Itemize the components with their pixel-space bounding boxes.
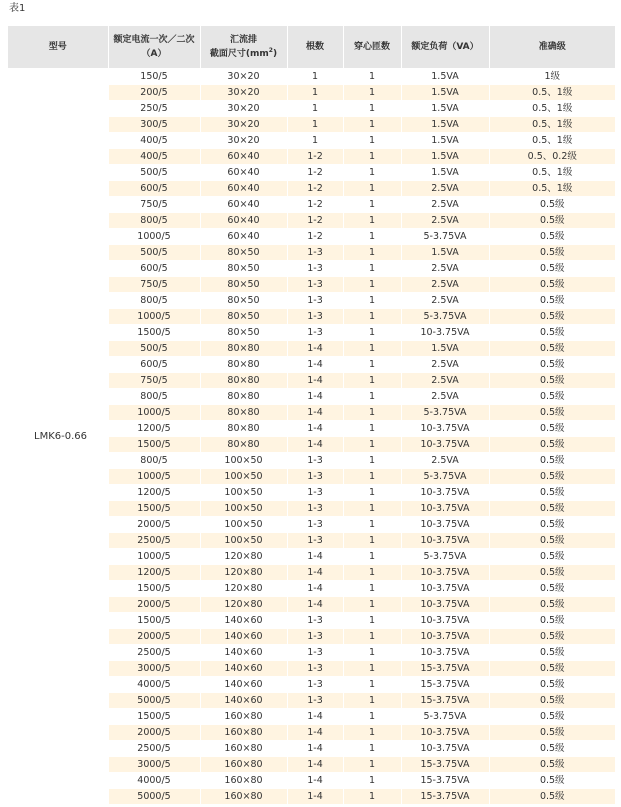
cell-accuracy: 0.5、0.2级 [489,149,615,165]
cell-current: 500/5 [108,165,200,181]
header-busbar [200,26,287,69]
cell-turns: 1 [343,581,401,597]
cell-busbar: 140×60 [200,693,287,709]
cell-current: 1200/5 [108,485,200,501]
cell-accuracy: 0.5级 [489,245,615,261]
cell-load: 15-3.75VA [401,661,489,677]
cell-accuracy: 0.5级 [489,309,615,325]
header-busbar-line2 [201,47,287,61]
cell-count: 1-4 [287,421,343,437]
cell-count: 1-3 [287,629,343,645]
cell-count: 1-4 [287,581,343,597]
cell-current: 400/5 [108,133,200,149]
cell-accuracy: 0.5级 [489,293,615,309]
cell-busbar: 140×60 [200,645,287,661]
cell-count: 1-4 [287,549,343,565]
cell-load: 10-3.75VA [401,597,489,613]
cell-count: 1-3 [287,293,343,309]
cell-count: 1-3 [287,661,343,677]
cell-current: 1500/5 [108,501,200,517]
header-busbar-unit-sup: 2 [268,47,273,54]
cell-busbar: 120×80 [200,581,287,597]
cell-busbar: 100×50 [200,501,287,517]
cell-current: 600/5 [108,357,200,373]
header-load: 额定负荷（VA） [401,26,489,69]
cell-load: 10-3.75VA [401,421,489,437]
cell-busbar: 100×50 [200,533,287,549]
cell-turns: 1 [343,213,401,229]
cell-current: 4000/5 [108,773,200,789]
cell-accuracy: 0.5级 [489,533,615,549]
cell-accuracy: 0.5级 [489,341,615,357]
cell-load: 2.5VA [401,197,489,213]
cell-current: 750/5 [108,373,200,389]
cell-turns: 1 [343,341,401,357]
cell-count: 1-2 [287,149,343,165]
cell-accuracy: 0.5级 [489,501,615,517]
header-current-line1: 额定电流一次／二次 [113,35,195,45]
cell-count: 1-3 [287,469,343,485]
cell-load: 15-3.75VA [401,693,489,709]
cell-busbar: 140×60 [200,629,287,645]
cell-busbar: 30×20 [200,117,287,133]
cell-accuracy: 0.5级 [489,229,615,245]
cell-current: 5000/5 [108,789,200,805]
cell-turns: 1 [343,613,401,629]
cell-load: 10-3.75VA [401,437,489,453]
cell-load: 1.5VA [401,149,489,165]
cell-accuracy: 0.5、1级 [489,133,615,149]
header-busbar-unit-post: ) [272,49,278,59]
cell-load: 5-3.75VA [401,709,489,725]
cell-accuracy: 0.5级 [489,421,615,437]
cell-load: 2.5VA [401,181,489,197]
cell-load: 10-3.75VA [401,501,489,517]
cell-busbar: 80×80 [200,389,287,405]
cell-current: 1000/5 [108,469,200,485]
cell-current: 600/5 [108,261,200,277]
cell-turns: 1 [343,309,401,325]
cell-turns: 1 [343,549,401,565]
cell-busbar: 60×40 [200,181,287,197]
cell-busbar: 160×80 [200,741,287,757]
cell-busbar: 60×40 [200,165,287,181]
cell-count: 1-3 [287,533,343,549]
cell-turns: 1 [343,277,401,293]
spec-table [8,26,615,804]
cell-accuracy: 0.5级 [489,213,615,229]
cell-current: 1500/5 [108,613,200,629]
cell-busbar: 80×80 [200,421,287,437]
cell-count: 1-4 [287,757,343,773]
cell-accuracy: 0.5、1级 [489,117,615,133]
cell-count: 1-4 [287,741,343,757]
cell-current: 2000/5 [108,597,200,613]
cell-accuracy: 0.5级 [489,261,615,277]
cell-busbar: 80×80 [200,373,287,389]
cell-accuracy: 0.5级 [489,373,615,389]
cell-accuracy: 0.5、1级 [489,181,615,197]
cell-current: 5000/5 [108,693,200,709]
cell-accuracy: 0.5级 [489,709,615,725]
cell-turns: 1 [343,661,401,677]
cell-load: 1.5VA [401,245,489,261]
cell-current: 800/5 [108,453,200,469]
cell-turns: 1 [343,197,401,213]
cell-load: 2.5VA [401,261,489,277]
cell-turns: 1 [343,741,401,757]
cell-busbar: 160×80 [200,725,287,741]
cell-turns: 1 [343,325,401,341]
cell-busbar: 120×80 [200,549,287,565]
cell-turns: 1 [343,453,401,469]
cell-load: 2.5VA [401,453,489,469]
cell-turns: 1 [343,101,401,117]
cell-busbar: 30×20 [200,101,287,117]
cell-busbar: 60×40 [200,213,287,229]
cell-count: 1-4 [287,373,343,389]
cell-accuracy: 0.5级 [489,453,615,469]
cell-busbar: 80×50 [200,261,287,277]
cell-turns: 1 [343,181,401,197]
cell-turns: 1 [343,69,401,85]
cell-turns: 1 [343,517,401,533]
cell-busbar: 60×40 [200,229,287,245]
cell-busbar: 80×50 [200,245,287,261]
cell-load: 2.5VA [401,389,489,405]
cell-accuracy: 0.5、1级 [489,165,615,181]
cell-load: 1.5VA [401,133,489,149]
header-turns: 穿心匝数 [343,26,401,69]
cell-busbar: 120×80 [200,597,287,613]
cell-load: 1.5VA [401,69,489,85]
cell-current: 400/5 [108,149,200,165]
cell-load: 2.5VA [401,373,489,389]
cell-busbar: 80×50 [200,309,287,325]
cell-busbar: 80×80 [200,437,287,453]
cell-count: 1-2 [287,213,343,229]
cell-count: 1-3 [287,245,343,261]
cell-current: 1200/5 [108,421,200,437]
cell-accuracy: 0.5级 [489,629,615,645]
cell-current: 1500/5 [108,581,200,597]
cell-current: 2000/5 [108,517,200,533]
cell-turns: 1 [343,293,401,309]
cell-current: 600/5 [108,181,200,197]
cell-accuracy: 0.5级 [489,613,615,629]
header-busbar-line1: 汇流排 [229,35,257,45]
cell-accuracy: 0.5级 [489,661,615,677]
cell-count: 1-3 [287,693,343,709]
cell-busbar: 100×50 [200,517,287,533]
header-current [108,26,200,69]
cell-turns: 1 [343,501,401,517]
cell-accuracy: 0.5级 [489,581,615,597]
cell-load: 15-3.75VA [401,789,489,805]
cell-busbar: 30×20 [200,85,287,101]
cell-count: 1 [287,69,343,85]
header-accuracy: 准确级 [489,26,615,69]
cell-accuracy: 0.5级 [489,485,615,501]
cell-count: 1-2 [287,229,343,245]
cell-count: 1-3 [287,277,343,293]
cell-count: 1-4 [287,389,343,405]
cell-turns: 1 [343,133,401,149]
cell-turns: 1 [343,373,401,389]
cell-load: 2.5VA [401,293,489,309]
cell-current: 200/5 [108,85,200,101]
cell-turns: 1 [343,261,401,277]
cell-current: 800/5 [108,293,200,309]
cell-current: 500/5 [108,245,200,261]
cell-accuracy: 0.5级 [489,277,615,293]
cell-load: 5-3.75VA [401,229,489,245]
cell-current: 800/5 [108,213,200,229]
cell-current: 1000/5 [108,405,200,421]
cell-load: 5-3.75VA [401,309,489,325]
cell-current: 750/5 [108,277,200,293]
cell-load: 1.5VA [401,85,489,101]
cell-turns: 1 [343,117,401,133]
cell-count: 1 [287,101,343,117]
cell-turns: 1 [343,789,401,805]
cell-count: 1-3 [287,677,343,693]
cell-turns: 1 [343,677,401,693]
cell-accuracy: 0.5级 [489,741,615,757]
cell-busbar: 160×80 [200,773,287,789]
cell-turns: 1 [343,437,401,453]
cell-count: 1-4 [287,773,343,789]
cell-count: 1-4 [287,565,343,581]
cell-busbar: 80×50 [200,325,287,341]
cell-count: 1 [287,133,343,149]
cell-current: 300/5 [108,117,200,133]
cell-accuracy: 0.5级 [489,725,615,741]
header-count: 根数 [287,26,343,69]
cell-accuracy: 0.5级 [489,325,615,341]
cell-accuracy: 0.5、1级 [489,101,615,117]
cell-load: 10-3.75VA [401,629,489,645]
cell-busbar: 60×40 [200,197,287,213]
header-current-line2: （A） [141,49,167,59]
table-caption: 表1 [9,3,26,14]
cell-load: 15-3.75VA [401,757,489,773]
cell-count: 1-4 [287,789,343,805]
cell-load: 2.5VA [401,213,489,229]
cell-load: 10-3.75VA [401,613,489,629]
cell-current: 150/5 [108,69,200,85]
cell-current: 250/5 [108,101,200,117]
cell-accuracy: 0.5级 [489,789,615,805]
cell-current: 3000/5 [108,757,200,773]
cell-count: 1-3 [287,325,343,341]
cell-busbar: 80×80 [200,357,287,373]
cell-turns: 1 [343,485,401,501]
cell-load: 10-3.75VA [401,533,489,549]
cell-current: 1500/5 [108,325,200,341]
cell-busbar: 60×40 [200,149,287,165]
cell-busbar: 140×60 [200,677,287,693]
cell-busbar: 100×50 [200,469,287,485]
cell-turns: 1 [343,709,401,725]
cell-count: 1-4 [287,709,343,725]
cell-accuracy: 0.5级 [489,773,615,789]
cell-busbar: 80×80 [200,341,287,357]
cell-load: 2.5VA [401,357,489,373]
cell-load: 10-3.75VA [401,517,489,533]
cell-accuracy: 0.5级 [489,405,615,421]
cell-load: 10-3.75VA [401,645,489,661]
cell-load: 10-3.75VA [401,725,489,741]
model-cell: LMK6-0.66 [8,69,108,805]
cell-turns: 1 [343,469,401,485]
cell-current: 1000/5 [108,309,200,325]
cell-count: 1-3 [287,613,343,629]
cell-load: 10-3.75VA [401,485,489,501]
cell-current: 1000/5 [108,229,200,245]
cell-accuracy: 0.5级 [489,437,615,453]
cell-accuracy: 0.5、1级 [489,85,615,101]
cell-count: 1 [287,117,343,133]
cell-accuracy: 1级 [489,69,615,85]
cell-load: 15-3.75VA [401,773,489,789]
cell-busbar: 100×50 [200,453,287,469]
cell-load: 1.5VA [401,165,489,181]
cell-count: 1-4 [287,341,343,357]
cell-accuracy: 0.5级 [489,389,615,405]
cell-turns: 1 [343,229,401,245]
cell-accuracy: 0.5级 [489,565,615,581]
header-model: 型号 [8,26,108,69]
cell-current: 750/5 [108,197,200,213]
cell-count: 1-3 [287,261,343,277]
cell-current: 2500/5 [108,741,200,757]
cell-current: 1500/5 [108,437,200,453]
cell-busbar: 140×60 [200,661,287,677]
cell-busbar: 140×60 [200,613,287,629]
cell-busbar: 80×50 [200,277,287,293]
cell-count: 1 [287,85,343,101]
cell-load: 10-3.75VA [401,581,489,597]
cell-accuracy: 0.5级 [489,597,615,613]
table-body [8,69,615,805]
cell-load: 15-3.75VA [401,677,489,693]
cell-count: 1-3 [287,309,343,325]
cell-busbar: 30×20 [200,133,287,149]
cell-load: 1.5VA [401,117,489,133]
cell-count: 1-4 [287,597,343,613]
cell-accuracy: 0.5级 [489,517,615,533]
cell-count: 1-3 [287,517,343,533]
cell-current: 1500/5 [108,709,200,725]
cell-load: 5-3.75VA [401,469,489,485]
cell-turns: 1 [343,389,401,405]
cell-load: 5-3.75VA [401,549,489,565]
cell-count: 1-4 [287,725,343,741]
cell-busbar: 120×80 [200,565,287,581]
cell-current: 800/5 [108,389,200,405]
cell-accuracy: 0.5级 [489,693,615,709]
cell-turns: 1 [343,165,401,181]
cell-turns: 1 [343,565,401,581]
cell-current: 2500/5 [108,645,200,661]
cell-current: 2000/5 [108,725,200,741]
cell-count: 1-4 [287,437,343,453]
header-busbar-unit-pre: 截面尺寸(mm [209,49,269,59]
cell-load: 10-3.75VA [401,741,489,757]
cell-accuracy: 0.5级 [489,677,615,693]
cell-load: 2.5VA [401,277,489,293]
cell-current: 1200/5 [108,565,200,581]
cell-turns: 1 [343,725,401,741]
cell-turns: 1 [343,85,401,101]
cell-turns: 1 [343,693,401,709]
cell-accuracy: 0.5级 [489,645,615,661]
cell-count: 1-3 [287,645,343,661]
cell-current: 500/5 [108,341,200,357]
cell-busbar: 30×20 [200,69,287,85]
cell-accuracy: 0.5级 [489,469,615,485]
cell-accuracy: 0.5级 [489,757,615,773]
cell-load: 10-3.75VA [401,565,489,581]
cell-count: 1-3 [287,453,343,469]
cell-count: 1-4 [287,405,343,421]
cell-current: 3000/5 [108,661,200,677]
cell-turns: 1 [343,757,401,773]
header-row [8,26,615,69]
cell-count: 1-2 [287,181,343,197]
cell-turns: 1 [343,357,401,373]
cell-turns: 1 [343,597,401,613]
cell-busbar: 160×80 [200,789,287,805]
cell-current: 4000/5 [108,677,200,693]
cell-busbar: 160×80 [200,757,287,773]
cell-busbar: 80×50 [200,293,287,309]
cell-turns: 1 [343,629,401,645]
cell-accuracy: 0.5级 [489,549,615,565]
cell-turns: 1 [343,533,401,549]
cell-accuracy: 0.5级 [489,197,615,213]
table-header [8,26,615,69]
cell-turns: 1 [343,645,401,661]
cell-busbar: 80×80 [200,405,287,421]
cell-count: 1-2 [287,165,343,181]
cell-load: 5-3.75VA [401,405,489,421]
cell-turns: 1 [343,773,401,789]
cell-load: 1.5VA [401,101,489,117]
cell-count: 1-4 [287,357,343,373]
cell-accuracy: 0.5级 [489,357,615,373]
cell-turns: 1 [343,421,401,437]
cell-count: 1-2 [287,197,343,213]
cell-busbar: 100×50 [200,485,287,501]
cell-count: 1-3 [287,485,343,501]
cell-turns: 1 [343,245,401,261]
cell-load: 1.5VA [401,341,489,357]
cell-current: 2000/5 [108,629,200,645]
cell-turns: 1 [343,149,401,165]
cell-count: 1-3 [287,501,343,517]
cell-current: 2500/5 [108,533,200,549]
table-row [8,69,615,85]
cell-busbar: 160×80 [200,709,287,725]
cell-turns: 1 [343,405,401,421]
cell-current: 1000/5 [108,549,200,565]
cell-load: 10-3.75VA [401,325,489,341]
